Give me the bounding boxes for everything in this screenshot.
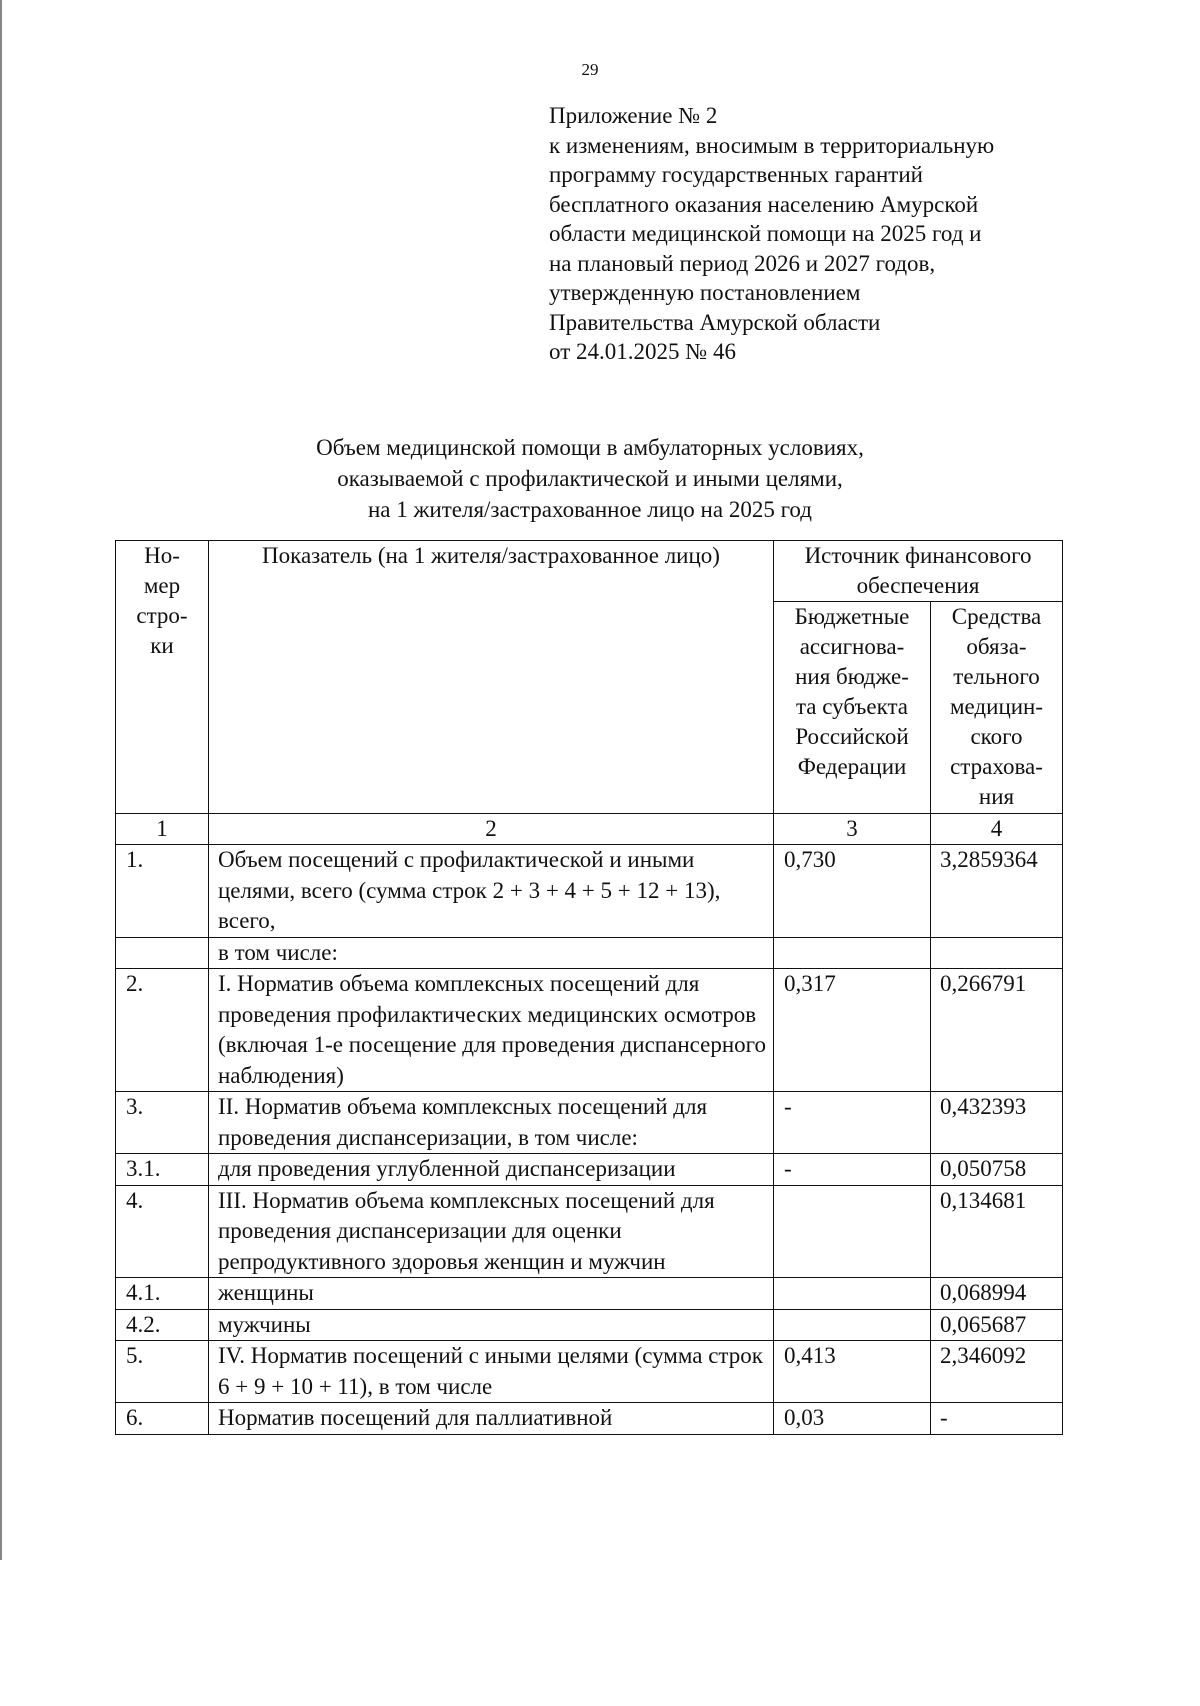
row-number [116, 937, 209, 969]
column-number: 2 [209, 814, 774, 845]
row-budget-value: 0,317 [774, 969, 931, 1092]
table-row [116, 845, 1063, 938]
row-indicator: II. Норматив объема комплексных посещений для проведения диспансеризации, в том числе: [209, 1092, 774, 1154]
header-budget: Бюджетные ассигнова- ния бюдже- та субъекта Российской Федерации [774, 602, 931, 814]
row-oms-value: 0,065687 [931, 1309, 1063, 1341]
row-budget-value: 0,03 [774, 1403, 931, 1435]
column-number: 4 [931, 814, 1063, 845]
table-row [116, 969, 1063, 1092]
header-row-number: Но- мер стро- ки [116, 541, 209, 814]
table-row [116, 937, 1063, 969]
row-budget-value: - [774, 1154, 931, 1186]
header-financing-source: Источник финансового обеспечения [774, 541, 1063, 602]
row-oms-value: - [931, 1403, 1063, 1435]
row-budget-value [774, 1278, 931, 1310]
row-indicator: для проведения углубленной диспансеризации [209, 1154, 774, 1186]
row-oms-value: 2,346092 [931, 1341, 1063, 1403]
table-row [116, 1092, 1063, 1154]
row-budget-value [774, 937, 931, 969]
table-row [116, 1278, 1063, 1310]
row-indicator: Объем посещений с профилактической и иными целями, всего (сумма строк 2 + 3 + 4 + 5 + 12 + 13), всего, [209, 845, 774, 938]
appendix-line: к изменениям, вносимым в территориальную [549, 132, 995, 158]
appendix-line: Правительства Амурской области [549, 309, 881, 335]
title-line: оказываемой с профилактической и иными целями, [337, 466, 843, 491]
table-row [116, 1154, 1063, 1186]
table-header-row [116, 541, 1063, 602]
header-indicator: Показатель (на 1 жителя/застрахованное лицо) [209, 541, 774, 814]
row-budget-value [774, 1185, 931, 1278]
row-budget-value: - [774, 1092, 931, 1154]
row-oms-value: 0,432393 [931, 1092, 1063, 1154]
row-indicator: IV. Норматив посещений с иными целями (сумма строк 6 + 9 + 10 + 11), в том числе [209, 1341, 774, 1403]
table-row [116, 1403, 1063, 1435]
row-oms-value [931, 937, 1063, 969]
document-title [0, 432, 1180, 525]
column-number: 3 [774, 814, 931, 845]
table-row [116, 1341, 1063, 1403]
appendix-header [549, 101, 1069, 367]
row-budget-value [774, 1309, 931, 1341]
appendix-line: утвержденную постановлением [549, 280, 861, 305]
volume-table [115, 540, 1063, 1435]
row-oms-value: 0,050758 [931, 1154, 1063, 1186]
row-oms-value: 0,134681 [931, 1185, 1063, 1278]
row-budget-value: 0,413 [774, 1341, 931, 1403]
row-number: 4.2. [116, 1309, 209, 1341]
row-oms-value: 0,266791 [931, 969, 1063, 1092]
row-indicator: I. Норматив объема комплексных посещений для проведения профилактических медицинских осмотров (включая 1-е посещение для проведения диспансерного наблюдения) [209, 969, 774, 1092]
row-indicator: женщины [209, 1278, 774, 1310]
row-number: 4. [116, 1185, 209, 1278]
row-indicator: III. Норматив объема комплексных посещений для проведения диспансеризации для оценки репродуктивного здоровья женщин и мужчин [209, 1185, 774, 1278]
row-oms-value: 3,2859364 [931, 845, 1063, 938]
column-number-row [116, 814, 1063, 845]
row-number: 3.1. [116, 1154, 209, 1186]
appendix-line: программу государственных гарантий [549, 162, 923, 187]
title-line: Объем медицинской помощи в амбулаторных условиях, [316, 435, 864, 460]
appendix-line: бесплатного оказания населению Амурской [549, 191, 979, 217]
appendix-line: области медицинской помощи на 2025 год и [549, 221, 982, 246]
row-indicator: мужчины [209, 1309, 774, 1341]
page-number: 29 [581, 60, 599, 79]
row-number: 2. [116, 969, 209, 1092]
appendix-line: от 24.01.2025 № 46 [549, 339, 736, 364]
appendix-line: на плановый период 2026 и 2027 годов, [549, 250, 936, 276]
scan-edge [0, 0, 2, 1560]
table-row [116, 1185, 1063, 1278]
row-number: 4.1. [116, 1278, 209, 1310]
appendix-line: Приложение № 2 [549, 103, 718, 128]
row-oms-value: 0,068994 [931, 1278, 1063, 1310]
row-indicator: в том числе: [209, 937, 774, 969]
row-indicator: Норматив посещений для паллиативной [209, 1403, 774, 1435]
row-budget-value: 0,730 [774, 845, 931, 938]
table-row [116, 1309, 1063, 1341]
row-number: 6. [116, 1403, 209, 1435]
header-oms: Средства обяза- тельного медицин- ского страхова- ния [931, 602, 1063, 814]
title-line: на 1 жителя/застрахованное лицо на 2025 год [368, 497, 812, 522]
row-number: 3. [116, 1092, 209, 1154]
column-number: 1 [116, 814, 209, 845]
row-number: 5. [116, 1341, 209, 1403]
row-number: 1. [116, 845, 209, 938]
